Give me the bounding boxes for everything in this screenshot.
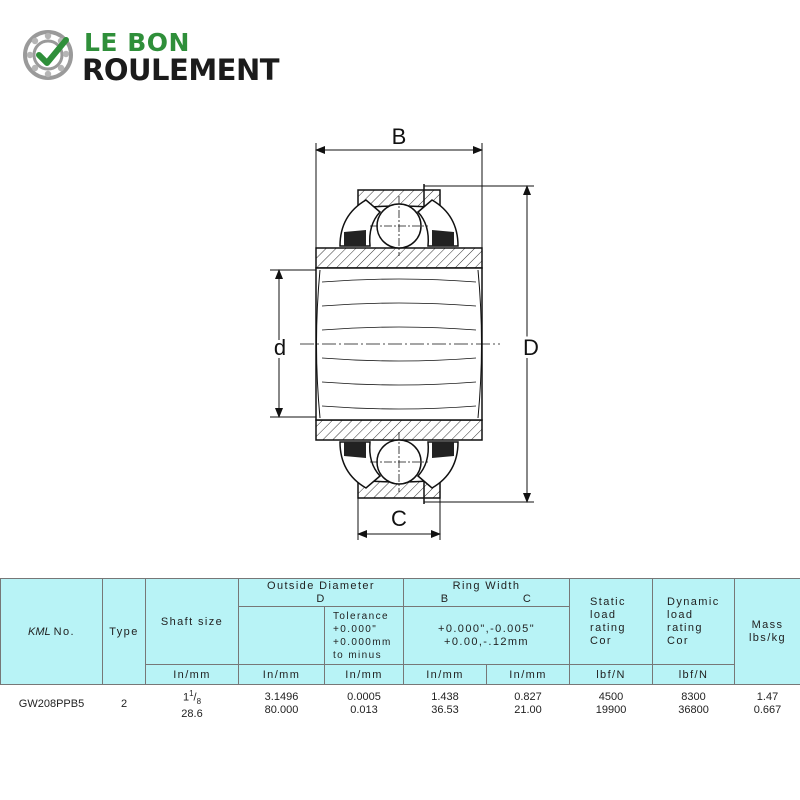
outer-ring-upper bbox=[340, 184, 458, 256]
outside-blank bbox=[239, 607, 325, 665]
header-tolerance: Tolerance +0.000" +0.000mm to minus bbox=[325, 607, 404, 665]
header-static-load: Static load rating Cor bbox=[570, 579, 653, 665]
header-ring-tolerance: +0.000",-0.005" +0.00,-.12mm bbox=[404, 607, 570, 665]
label-c: C bbox=[391, 506, 407, 531]
cell-ring-b: 1.438 36.53 bbox=[404, 685, 487, 723]
header-dynamic-load: Dynamic load rating Cor bbox=[653, 579, 735, 665]
label-d-outer: D bbox=[523, 335, 539, 360]
header-outside-diameter: Outside Diameter D bbox=[239, 579, 404, 607]
inner-ring bbox=[300, 248, 500, 440]
unit-shaft: In/mm bbox=[146, 665, 239, 685]
unit-ring-c: In/mm bbox=[487, 665, 570, 685]
cell-outside-diameter: 3.1496 80.000 bbox=[239, 685, 325, 723]
logo-text-line2: ROULEMENT bbox=[82, 53, 280, 87]
cell-shaft-size: $1^1/_8$ 28.6 bbox=[146, 685, 239, 723]
unit-outside: In/mm bbox=[239, 665, 325, 685]
label-b: B bbox=[391, 124, 407, 149]
header-mass: Mass lbs/kg bbox=[735, 579, 800, 685]
cell-static-load: 4500 19900 bbox=[570, 685, 653, 723]
header-ring-width: Ring Width B C bbox=[404, 579, 570, 607]
spec-table bbox=[0, 578, 800, 723]
cell-type: 2 bbox=[103, 685, 146, 723]
cell-ring-c: 0.827 21.00 bbox=[487, 685, 570, 723]
header-shaft-size: Shaft size bbox=[146, 579, 239, 665]
outer-ring-lower bbox=[340, 432, 458, 504]
unit-tolerance: In/mm bbox=[325, 665, 404, 685]
cell-dynamic-load: 8300 36800 bbox=[653, 685, 735, 723]
cell-kml-no: GW208PPB5 bbox=[1, 685, 103, 723]
cell-mass: 1.47 0.667 bbox=[735, 685, 800, 723]
table-row bbox=[1, 685, 800, 723]
unit-dynamic: lbf/N bbox=[653, 665, 735, 685]
header-type: Type bbox=[103, 579, 146, 685]
unit-ring-b: In/mm bbox=[404, 665, 487, 685]
header-kml-no: KML No. bbox=[1, 579, 103, 685]
cell-tolerance: 0.0005 0.013 bbox=[325, 685, 404, 723]
label-d-bore: d bbox=[273, 335, 287, 360]
unit-static: lbf/N bbox=[570, 665, 653, 685]
logo-text-line1: LE BON bbox=[84, 28, 190, 57]
